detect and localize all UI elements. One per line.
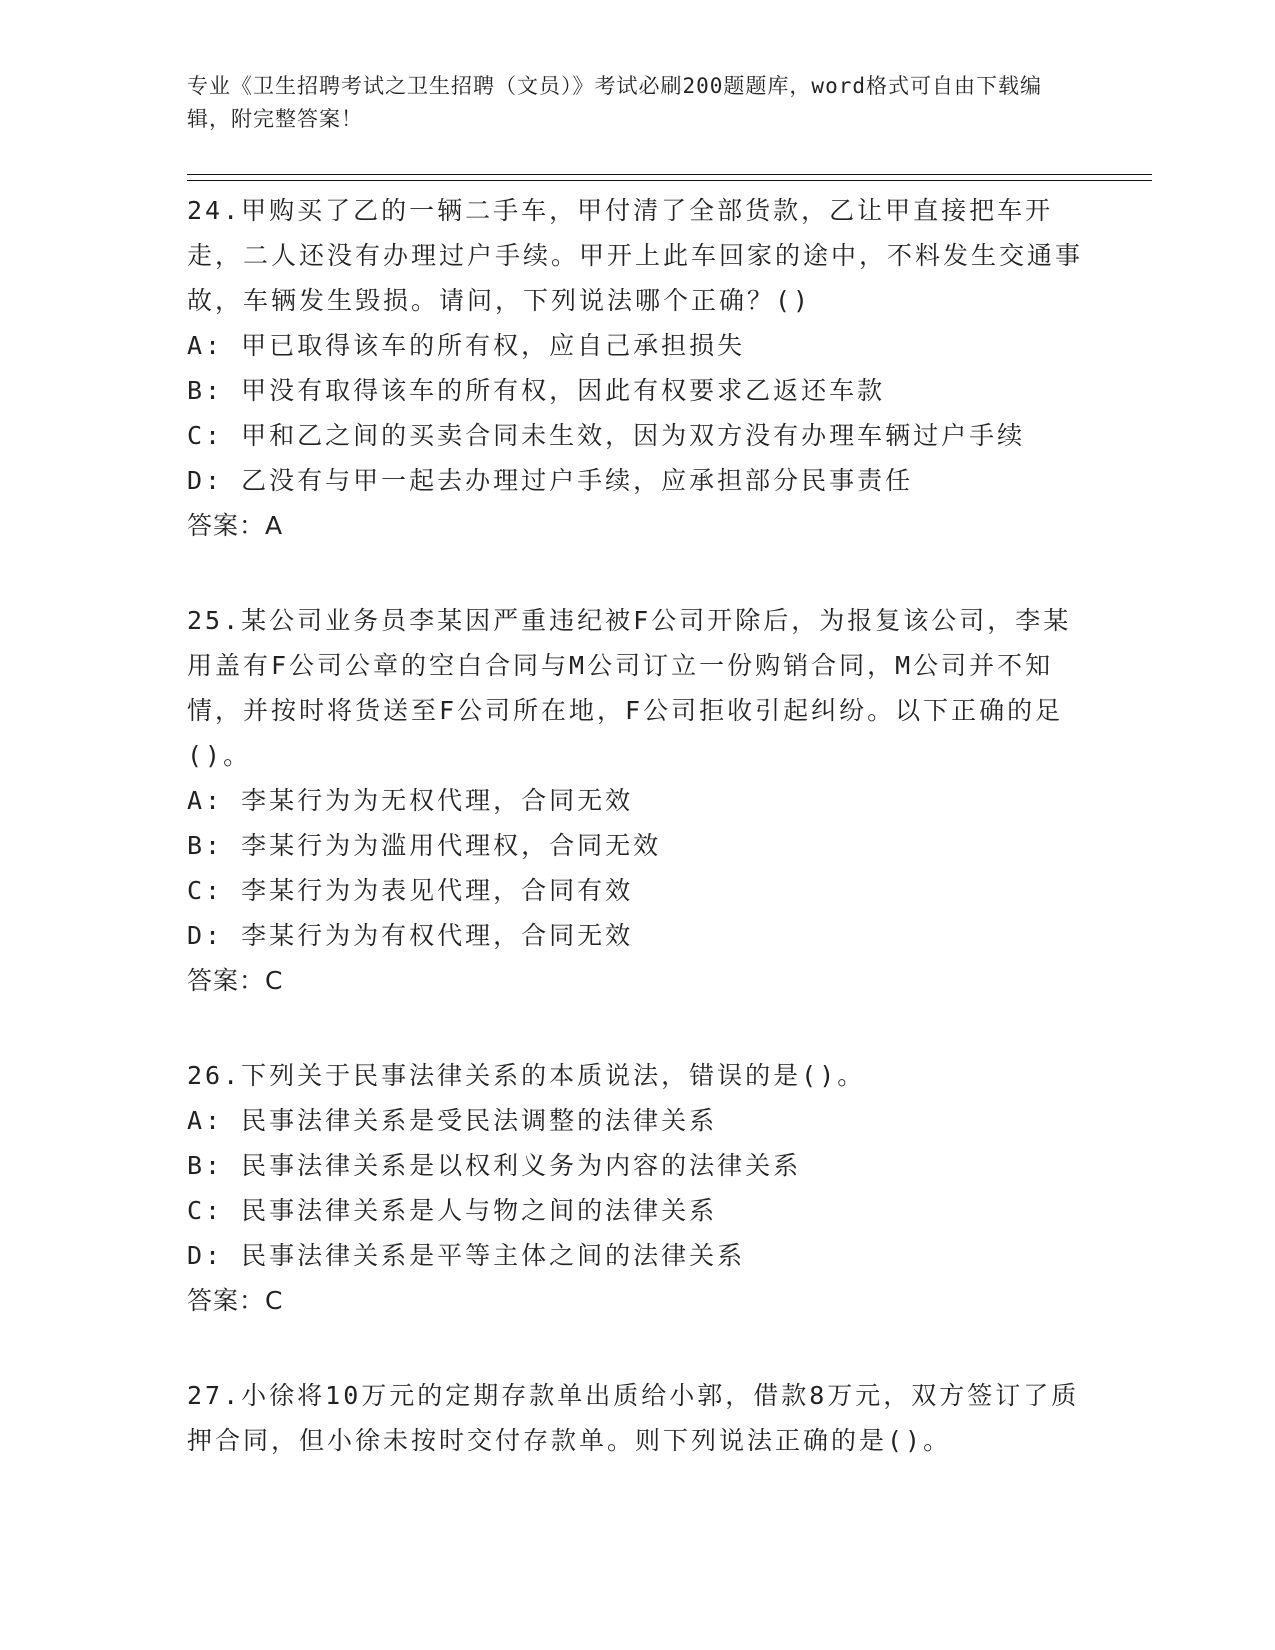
question-stem: 25.某公司业务员李某因严重违纪被F公司开除后，为报复该公司，李某用盖有F公司公章的空白合同与M公司订立一份购销合同，M公司并不知情，并按时将货送至F公司所在地，F公司拒收引起纠纷。以下正确的足()。 — [187, 606, 1072, 770]
option-d: D: 李某行为为有权代理，合同无效 — [187, 921, 634, 950]
option-d: D: 乙没有与甲一起去办理过户手续，应承担部分民事责任 — [187, 466, 914, 495]
question-stem: 26.下列关于民事法律关系的本质说法，错误的是()。 — [187, 1061, 866, 1090]
answer: 答案：C — [187, 966, 284, 995]
question-list — [187, 188, 1087, 1513]
question-stem: 27.小徐将10万元的定期存款单出质给小郭，借款8万元，双方签订了质押合同，但小徐未按时交付存款单。则下列说法正确的是()。 — [187, 1381, 1080, 1455]
question-stem: 24.甲购买了乙的一辆二手车，甲付清了全部货款，乙让甲直接把车开走，二人还没有办理过户手续。甲开上此车回家的途中，不料发生交通事故，车辆发生毁损。请问，下列说法哪个正确？() — [187, 196, 1084, 315]
question-24 — [187, 188, 1087, 548]
option-c: C: 甲和乙之间的买卖合同未生效，因为双方没有办理车辆过户手续 — [187, 421, 1026, 450]
option-a: A: 甲已取得该车的所有权，应自己承担损失 — [187, 331, 746, 360]
header-rule-top — [187, 174, 1152, 175]
option-b: B: 民事法律关系是以权利义务为内容的法律关系 — [187, 1151, 802, 1180]
option-c: C: 李某行为为表见代理，合同有效 — [187, 876, 634, 905]
answer: 答案：C — [187, 1286, 284, 1315]
question-25 — [187, 598, 1087, 1003]
option-a: A: 民事法律关系是受民法调整的法律关系 — [187, 1106, 718, 1135]
answer: 答案：A — [187, 511, 284, 540]
option-b: B: 甲没有取得该车的所有权，因此有权要求乙返还车款 — [187, 376, 886, 405]
option-d: D: 民事法律关系是平等主体之间的法律关系 — [187, 1241, 746, 1270]
option-a: A: 李某行为为无权代理，合同无效 — [187, 786, 634, 815]
header-rule-bottom — [187, 180, 1152, 181]
option-b: B: 李某行为为滥用代理权，合同无效 — [187, 831, 662, 860]
document-header: 专业《卫生招聘考试之卫生招聘（文员）》考试必刷200题题库，word格式可自由下载编辑，附完整答案！ — [187, 74, 1042, 131]
question-26 — [187, 1053, 1087, 1323]
question-27 — [187, 1373, 1087, 1463]
option-c: C: 民事法律关系是人与物之间的法律关系 — [187, 1196, 718, 1225]
